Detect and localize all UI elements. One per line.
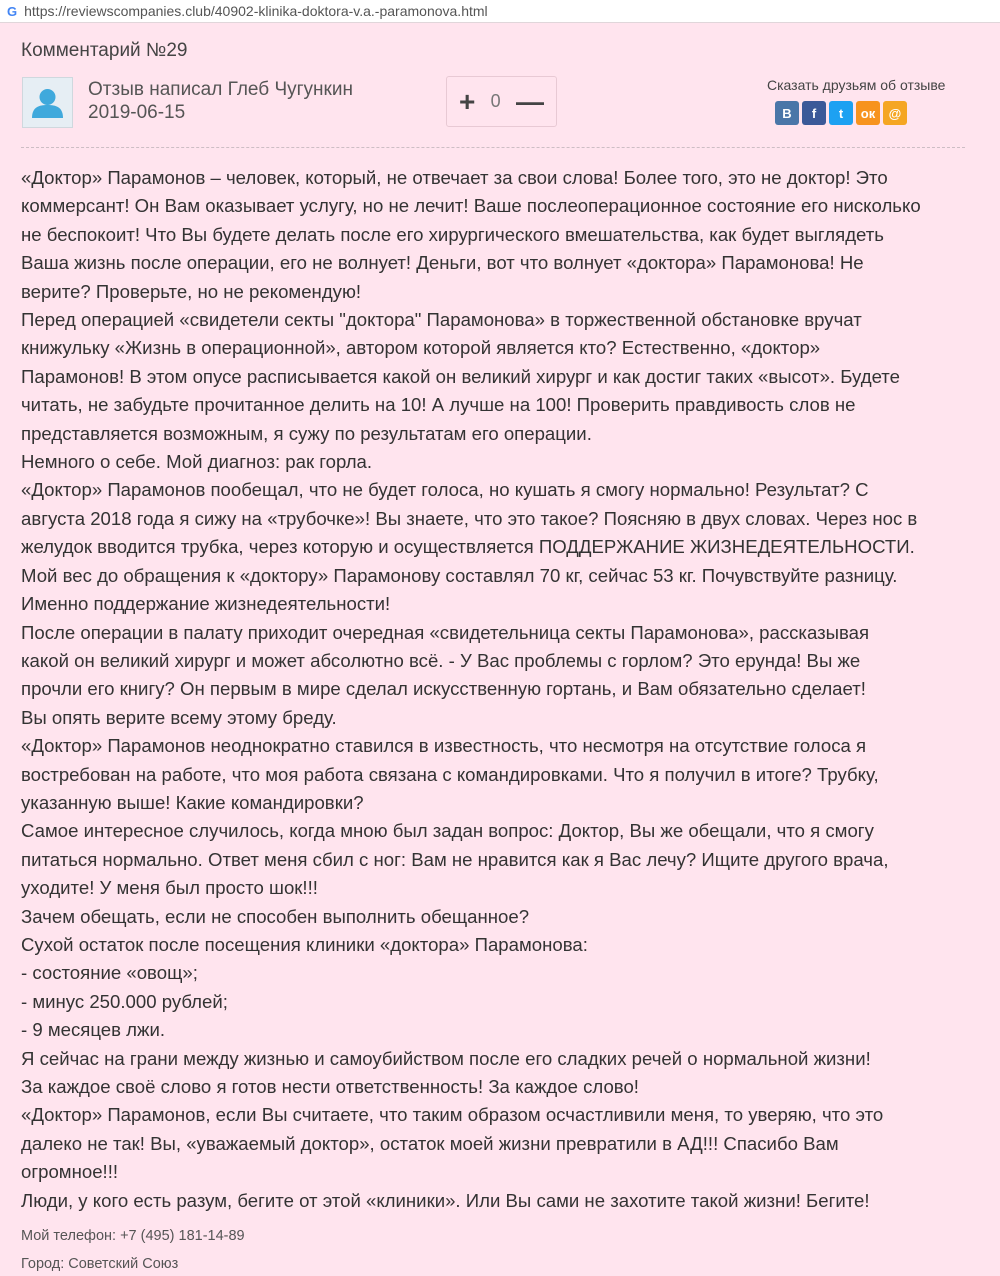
comment-line: не беспокоит! Что Вы будете делать после его хирургического вмешательства, как будет выглядеть: [21, 223, 884, 245]
comment-line: прочли его книгу? Он первым в мире сделал искусственную гортань, и Вам обязательно сделает!: [21, 678, 866, 700]
comment-line: - состояние «овощ»;: [21, 962, 198, 984]
vk-icon[interactable]: В: [775, 101, 799, 125]
comment-line: августа 2018 года я сижу на «трубочке»! Вы знаете, что это такое? Поясняю в двух словах. Через нос в: [21, 507, 918, 529]
comment-line: Мой вес до обращения к «доктору» Парамонову составлял 70 кг, сейчас 53 кг. Почувствуйте разницу.: [21, 564, 898, 586]
author-city: Город: Советский Союз: [21, 1256, 179, 1272]
vote-widget: [446, 76, 557, 127]
avatar: [22, 77, 73, 128]
comment-line: читать, не забудьте прочитанное делить на 10! А лучше на 100! Проверить правдивость слов не: [21, 394, 856, 416]
vote-score: 0: [490, 91, 501, 111]
comment-line: Сухой остаток после посещения клиники «доктора» Парамонова:: [21, 933, 588, 955]
comment-line: Немного о себе. Мой диагноз: рак горла.: [21, 451, 373, 473]
url-text[interactable]: https://reviewscompanies.club/40902-klinika-doktora-v.a.-paramonova.html: [24, 3, 488, 19]
comment-line: огромное!!!: [21, 1161, 119, 1183]
comment-line: указанную выше! Какие командировки?: [21, 791, 364, 813]
comment-line: Ваша жизнь после операции, его не волнует! Деньги, вот что волнует «доктора» Парамонова! Не: [21, 252, 864, 274]
comment-line: «Доктор» Парамонов, если Вы считаете, что таким образом осчастливили меня, то уверяю, что это: [21, 1104, 884, 1126]
comment-date: 2019-06-15: [88, 102, 186, 123]
mailru-icon[interactable]: @: [883, 101, 907, 125]
comment-line: «Доктор» Парамонов неоднократно ставился в известность, что несмотря на отсутствие голоса я: [21, 735, 867, 757]
twitter-icon[interactable]: t: [829, 101, 853, 125]
divider: [21, 147, 965, 148]
odnoklassniki-icon[interactable]: ок: [856, 101, 880, 125]
comment-line: уходите! У меня был просто шок!!!: [21, 877, 318, 899]
comment-line: После операции в палату приходит очередная «свидетельница секты Парамонова», рассказывая: [21, 621, 870, 643]
author-line: Отзыв написал Глеб Чугункин: [88, 79, 353, 100]
comment-line: питаться нормально. Ответ меня сбил с ног: Вам не нравится как я Вас лечу? Ищите другого врача,: [21, 848, 889, 870]
comment-line: Самое интересное случилось, когда мною был задан вопрос: Доктор, Вы же обещали, что я смогу: [21, 820, 874, 842]
author-phone: Мой телефон: +7 (495) 181-14-89: [21, 1228, 245, 1244]
comment-line: какой он великий хирург и может абсолютно всё. - У Вас проблемы с горлом? Это ерунда! Вы же: [21, 649, 861, 671]
facebook-icon[interactable]: f: [802, 101, 826, 125]
share-icons: [775, 101, 907, 125]
comment-line: книжульку «Жизнь в операционной», автором которой является кто? Естественно, «доктор»: [21, 337, 821, 359]
comment-line: Парамонов! В этом опусе расписывается какой он великий хирург и как достиг таких «высот». Будете: [21, 365, 900, 387]
user-avatar-icon: [23, 78, 72, 127]
comment-line: Люди, у кого есть разум, бегите от этой «клиники». Или Вы сами не захотите такой жизни! Бегите!: [21, 1189, 870, 1211]
comment-body: [21, 164, 981, 1215]
comment-line: «Доктор» Парамонов – человек, который, не отвечает за свои слова! Более того, это не доктор! Это: [21, 167, 888, 188]
browser-address-bar[interactable]: [0, 0, 1000, 23]
comment-line: Зачем обещать, если не способен выполнить обещанное?: [21, 905, 530, 927]
comment-line: Я сейчас на грани между жизнью и самоубийством после его сладких речей о нормальной жизни!: [21, 1047, 871, 1069]
comment-line: желудок вводится трубка, через которую и осуществляется ПОДДЕРЖАНИЕ ЖИЗНЕДЕЯТЕЛЬНОСТИ.: [21, 536, 915, 558]
comment-line: «Доктор» Парамонов пообещал, что не будет голоса, но кушать я смогу нормально! Результат? С: [21, 479, 869, 501]
comment-line: верите? Проверьте, но не рекомендую!: [21, 280, 362, 302]
upvote-button[interactable]: +: [459, 85, 476, 117]
comment-line: За каждое своё слово я готов нести ответственность! За каждое слово!: [21, 1076, 639, 1097]
comment-line: востребован на работе, что моя работа связана с командировками. Что я получил в итоге? Трубку,: [21, 763, 879, 785]
author-info: [88, 78, 353, 124]
comment-line: коммерсант! Он Вам оказывает услугу, но не лечит! Ваше послеоперационное состояние его нисколько: [21, 195, 921, 217]
downvote-button[interactable]: —: [516, 85, 544, 117]
comment-title: Комментарий №29: [21, 40, 188, 61]
share-label: Сказать друзьям об отзыве: [767, 77, 946, 93]
comment-line: далеко не так! Вы, «уважаемый доктор», остаток моей жизни превратили в АД!!! Спасибо Вам: [21, 1132, 839, 1154]
comment-line: представляется возможным, я сужу по результатам его операции.: [21, 422, 592, 444]
comment-line: - минус 250.000 рублей;: [21, 990, 228, 1012]
google-icon: G: [7, 3, 18, 19]
comment-line: Именно поддержание жизнедеятельности!: [21, 593, 391, 615]
comment-line: Перед операцией «свидетели секты "доктора" Парамонова» в торжественной обстановке вручат: [21, 309, 862, 331]
comment-line: Вы опять верите всему этому бреду.: [21, 706, 337, 728]
comment-line: - 9 месяцев лжи.: [21, 1019, 166, 1041]
